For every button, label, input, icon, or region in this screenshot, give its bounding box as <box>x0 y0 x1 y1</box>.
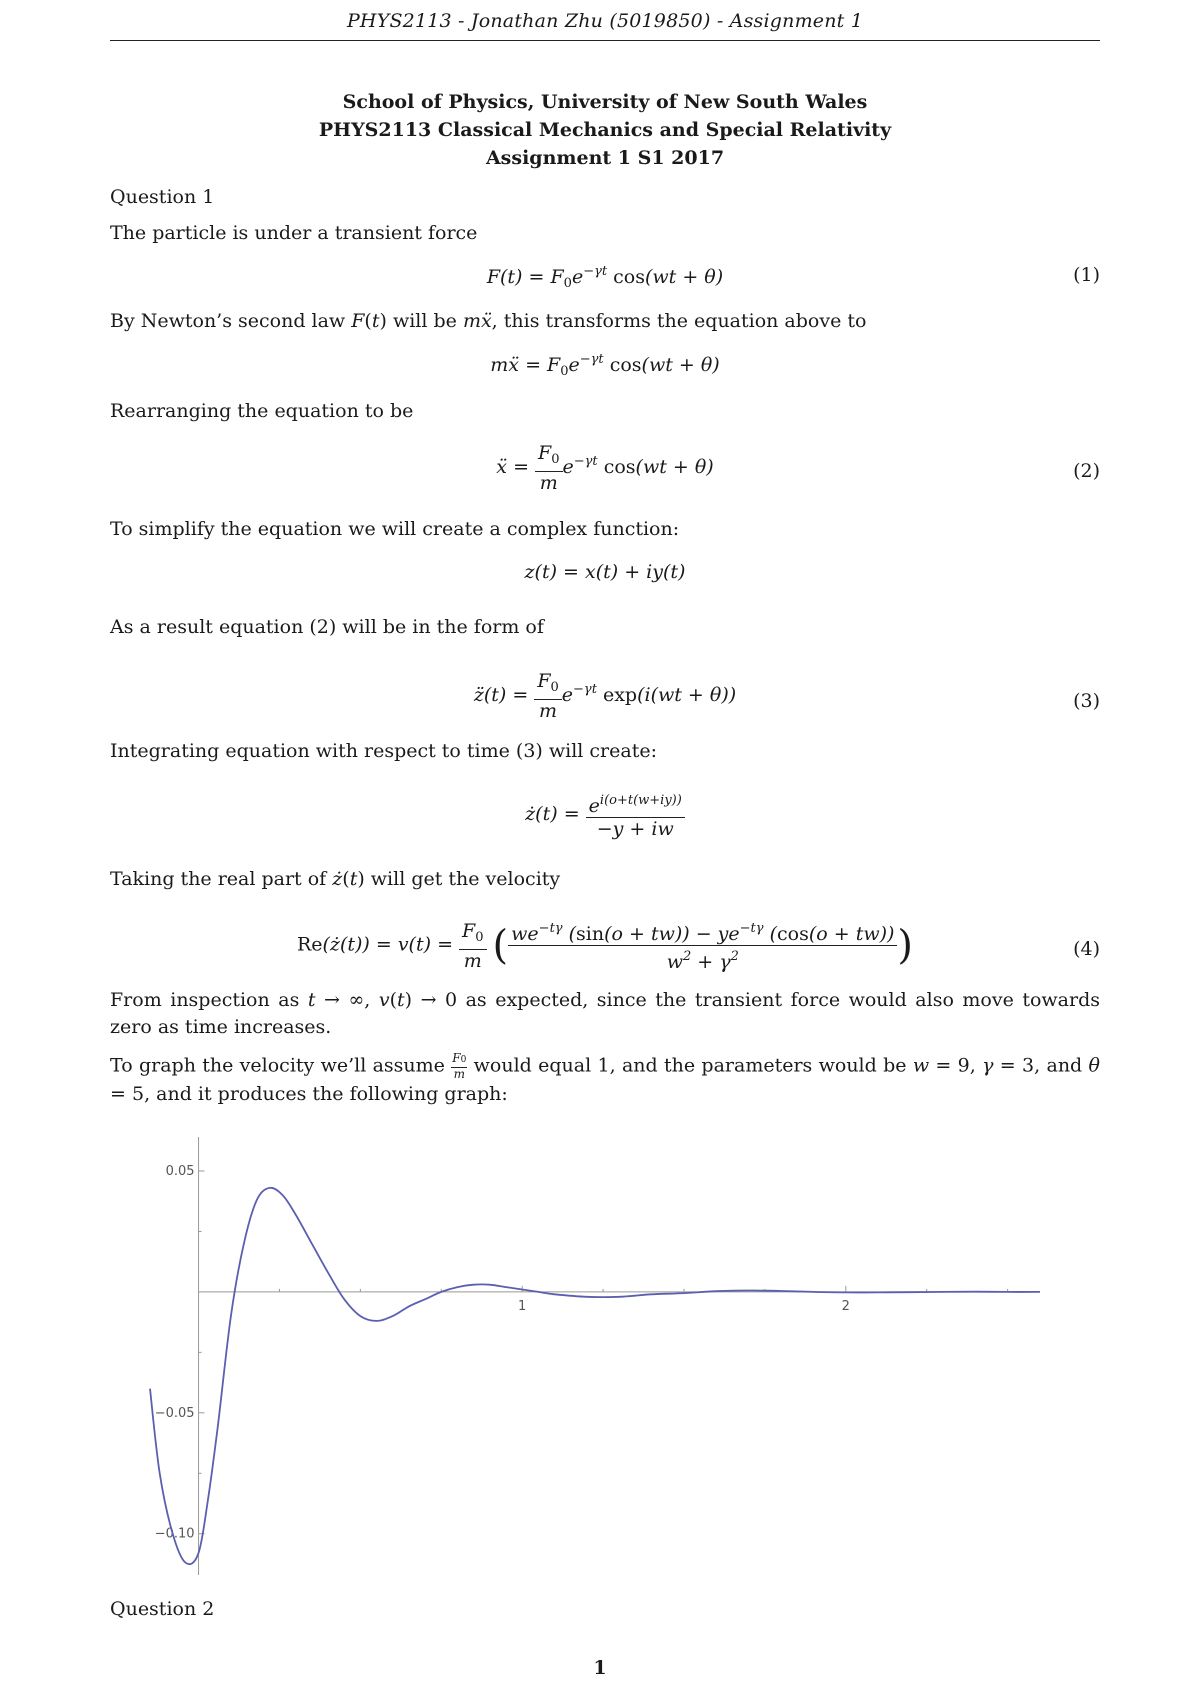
paragraph-2-text-c: , this transforms the equation above to <box>491 310 867 332</box>
y-tick-label: 0.05 <box>165 1164 195 1180</box>
running-header: PHYS2113 - Jonathan Zhu (5019850) - Assignment 1 <box>346 10 864 32</box>
paragraph-7-text-b: will get the velocity <box>364 868 561 890</box>
paragraph-9-text-c: , and it produces the following graph: <box>144 1083 508 1105</box>
paragraph-9: To graph the velocity we’ll assume $\frac{F0}{m}$ would equal 1, and the parameters would be w = 9, γ = 3, and θ = 5, and it produces the following graph: <box>110 1051 1100 1105</box>
paragraph-5: As a result equation (2) will be in the form of <box>110 616 544 638</box>
equation-number-2: (2) <box>1073 460 1100 482</box>
paragraph-2-text-b: will be <box>386 310 463 332</box>
paragraph-8-text-b: as expected, since the transient force would also move towards zero as time increases. <box>110 989 1101 1038</box>
velocity-chart-svg <box>110 1130 1100 1600</box>
title-block <box>110 88 1100 172</box>
title-line-2: PHYS2113 Classical Mechanics and Special Relativity <box>318 119 892 141</box>
x-tick-label: 2 <box>841 1298 850 1314</box>
paragraph-3: Rearranging the equation to be <box>110 400 414 422</box>
title-line-3: Assignment 1 S1 2017 <box>485 147 725 169</box>
x-tick-label: 1 <box>518 1298 527 1314</box>
paragraph-7: Taking the real part of ż(t) will get the velocity <box>110 868 561 890</box>
equation-newton: mẍ = $F_0e^{-\gamma t}$ cos(wt + θ) <box>490 352 720 379</box>
page-number: 1 <box>593 1657 607 1679</box>
equation-3: z̈(t) = $\frac{F_0}{m}$ $e^{-\gamma t}$ exp(i(wt + θ)) (3) <box>473 670 1100 722</box>
header-rule <box>110 40 1100 41</box>
equation-number-3: (3) <box>1073 690 1100 712</box>
equation-complex: z(t) = x(t) + iy(t) <box>524 561 686 583</box>
equation-1: $F(t) = F_0e^{-\gamma t}$ cos(wt + θ) (1) <box>486 264 1100 291</box>
equation-2: ẍ = $\frac{F_0}{m}$ $e^{-\gamma t}$ cos(wt + θ) (2) <box>496 442 1100 494</box>
equation-integrated: ż(t) = $\frac{e^{i(o+t(w+iy))}}{-y + iw}$ <box>110 810 1100 850</box>
equation-number-4: (4) <box>1073 938 1100 960</box>
title-line-1: School of Physics, University of New South Wales <box>342 91 868 113</box>
equation-4: Re(ż(t)) = v(t) = $\frac{F_0}{m}$ ( $\frac{we^{-t\gamma} (\sin(o + tw)) - ye^{-t\gamma} (\cos(o + tw))}{w^2 + \gamma^2}$ ) (4) <box>296 919 1100 973</box>
paragraph-1: The particle is under a transient force <box>110 222 478 244</box>
paragraph-9-text-a: To graph the velocity we’ll assume <box>110 1054 452 1077</box>
velocity-series-line <box>150 1188 1040 1564</box>
y-tick-label: −0.10 <box>154 1526 195 1542</box>
paragraph-9-text-b: would equal 1, and the parameters would be <box>467 1054 913 1077</box>
question-1-heading: Question 1 <box>110 186 215 208</box>
paragraph-8: From inspection as t → ∞, v(t) → 0 as expected, since the transient force would also move towards zero as time increases. <box>110 989 1101 1038</box>
paragraph-2-text-a: By Newton’s second law <box>110 310 352 332</box>
paragraph-4: To simplify the equation we will create a complex function: <box>110 518 680 540</box>
paragraph-7-text-a: Taking the real part of <box>110 868 333 890</box>
paragraph-2: By Newton’s second law F(t) will be mẍ, this transforms the equation above to <box>110 310 867 332</box>
question-2-heading: Question 2 <box>110 1598 215 1620</box>
paragraph-8-text-a: From inspection as <box>110 989 308 1011</box>
paragraph-6: Integrating equation with respect to time (3) will create: <box>110 740 657 762</box>
y-tick-label: −0.05 <box>154 1405 195 1421</box>
velocity-chart <box>110 1130 1100 1600</box>
equation-number-1: (1) <box>1073 264 1100 286</box>
